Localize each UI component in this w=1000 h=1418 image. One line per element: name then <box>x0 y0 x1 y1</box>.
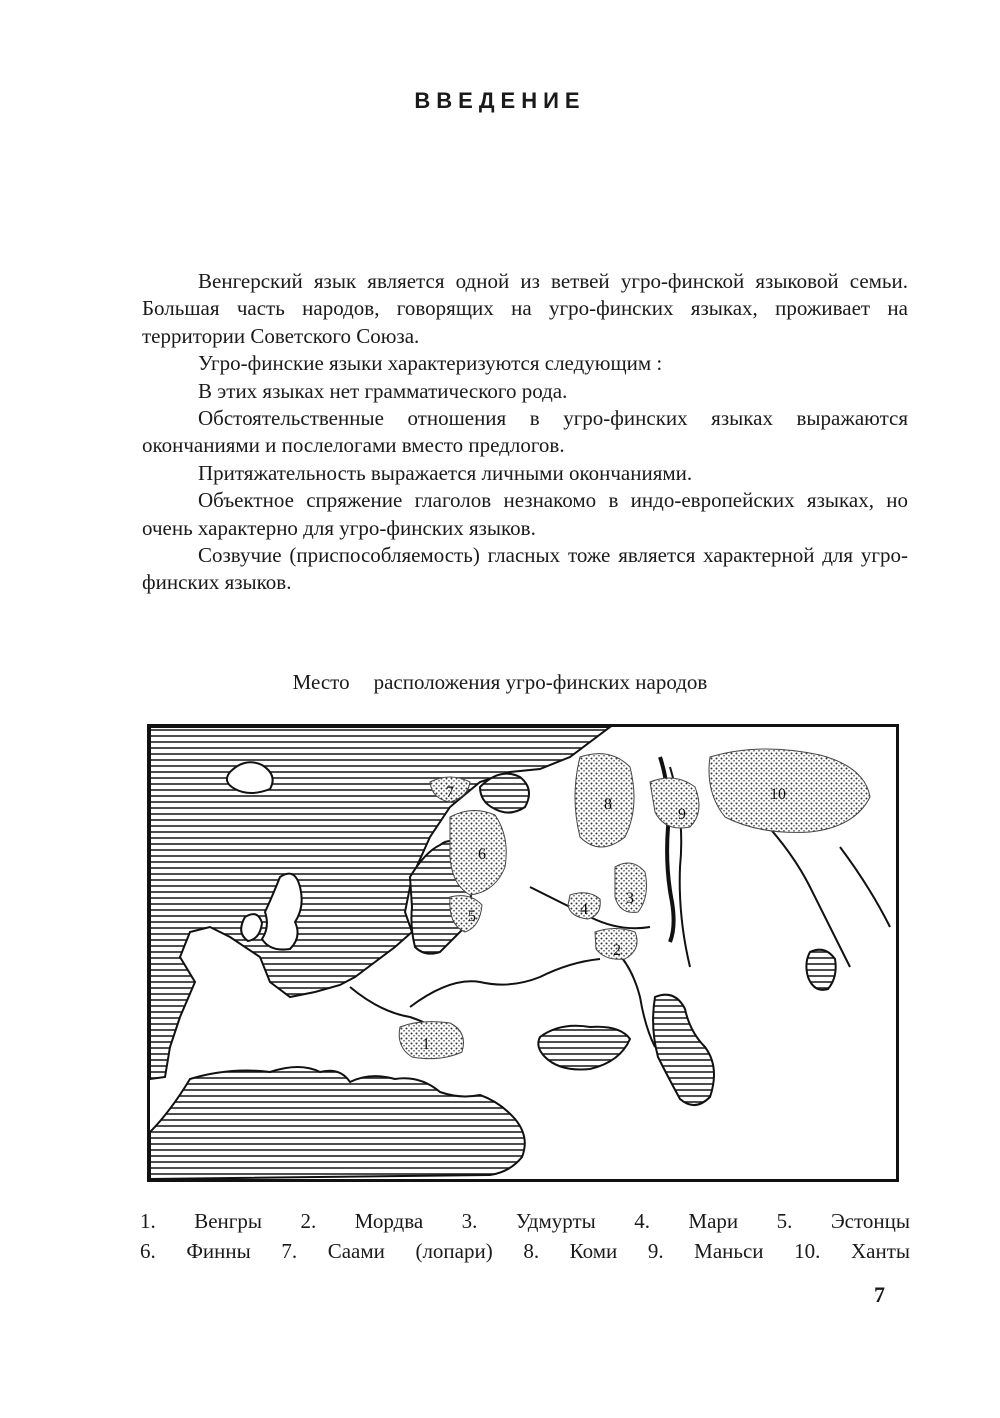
paragraph: Созвучие (приспособляемость) гласных тоже является характерной для угро-финских языков. <box>142 543 908 595</box>
map-label-10: 10 <box>770 786 786 803</box>
map-caption-rest: расположения угро-финских народов <box>373 670 708 694</box>
page-title: ВВЕДЕНИЕ <box>414 88 586 113</box>
paragraph: В этих языках нет грамматического рода. <box>198 378 568 403</box>
paragraph: Угро-финские языки характеризуются следующим : <box>198 351 663 376</box>
area-khanty <box>709 749 870 832</box>
map-label-1: 1 <box>422 1036 430 1053</box>
sea-mediterranean <box>150 1067 525 1179</box>
sea-caspian <box>653 995 714 1105</box>
map-label-3: 3 <box>626 890 634 907</box>
map-label-6: 6 <box>478 846 486 863</box>
sea-north <box>150 727 610 1079</box>
area-mansi <box>650 778 699 828</box>
legend-line: 6. Финны 7. Саами (лопари) 8. Коми 9. Маньси 10. Ханты <box>140 1239 910 1263</box>
area-hungarians <box>399 1022 463 1059</box>
body-text <box>142 268 908 597</box>
map-caption <box>0 670 1000 695</box>
map-label-4: 4 <box>580 901 588 918</box>
paragraph: Венгерский язык является одной из ветвей угро-финской языковой семьи. Большая часть народов, говорящих на угро-финских языках, проживает на территории Советского Союза. <box>142 269 908 348</box>
map-label-2: 2 <box>613 942 621 959</box>
map-label-9: 9 <box>678 806 686 823</box>
europe-map <box>147 724 899 1182</box>
page-number: 7 <box>874 1282 885 1307</box>
map-drawing <box>150 727 896 1179</box>
legend-line: 1. Венгры 2. Мордва 3. Удмурты 4. Мари 5. Эстонцы <box>140 1209 910 1233</box>
map-legend <box>140 1206 910 1266</box>
map-label-7: 7 <box>446 784 454 801</box>
map-caption-word: Место <box>292 670 350 694</box>
sea-aral <box>806 950 835 990</box>
paragraph: Объектное спряжение глаголов незнакомо в индо-европейских языках, но очень характерно для угро-финских языков. <box>142 488 908 540</box>
paragraph: Обстоятельственные отношения в угро-финских языках выражаются окончаниями и послелогами вместо предлогов. <box>142 406 908 458</box>
sea-white <box>480 774 529 813</box>
people-areas <box>399 749 870 1059</box>
sea-black <box>538 1026 630 1070</box>
map-label-5: 5 <box>468 908 476 925</box>
map-label-8: 8 <box>604 796 612 813</box>
paragraph: Притяжательность выражается личными окончаниями. <box>198 460 693 485</box>
